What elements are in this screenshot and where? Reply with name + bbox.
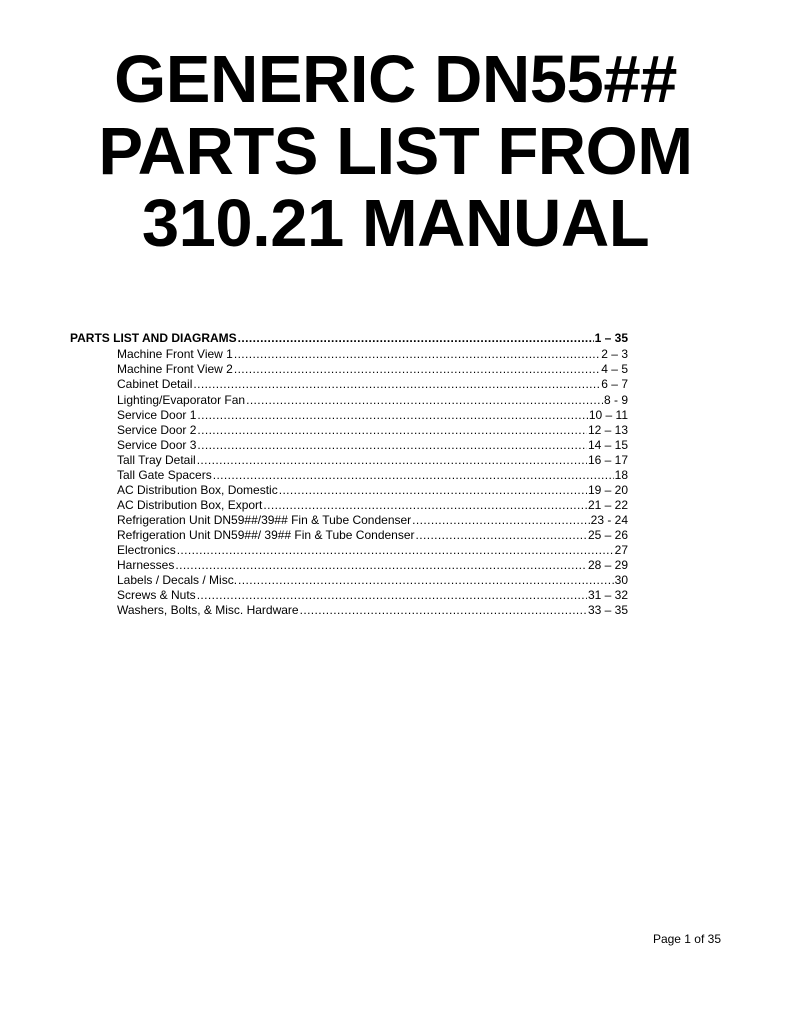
toc-entry-pages: 30 (614, 573, 628, 587)
toc-entry-pages: 4 – 5 (601, 362, 628, 376)
toc-entry-label: Cabinet Detail (117, 377, 193, 391)
toc-entry-label: Tall Tray Detail (117, 453, 196, 467)
toc-entry-pages: 18 (614, 468, 628, 482)
toc-entry-label: Machine Front View 1 (117, 347, 233, 361)
toc-entry-pages: 21 – 22 (587, 498, 628, 512)
toc-dot-leader (197, 423, 587, 438)
toc-entry-label: Refrigeration Unit DN59##/39## Fin & Tube Condenser (117, 513, 412, 527)
toc-entry[interactable] (117, 468, 628, 483)
toc-entry[interactable] (117, 543, 628, 558)
toc-entry-pages: 19 – 20 (587, 483, 628, 497)
toc-entry-label: Harnesses (117, 558, 175, 572)
toc-entry-pages: 16 – 17 (587, 453, 628, 467)
toc-dot-leader (412, 513, 589, 528)
toc-entry[interactable] (117, 423, 628, 438)
toc-dot-leader (246, 393, 603, 408)
toc-entry-pages: 8 - 9 (603, 393, 628, 407)
toc-dot-leader (197, 588, 587, 603)
toc-entry-pages: 28 – 29 (587, 558, 628, 572)
toc-entry-label: PARTS LIST AND DIAGRAMS (70, 331, 237, 345)
toc-dot-leader (234, 362, 600, 377)
title-line-2: PARTS LIST FROM (98, 114, 693, 189)
toc-entry-pages: 31 – 32 (587, 588, 628, 602)
toc-dot-leader (238, 573, 614, 588)
toc-entry-pages: 14 – 15 (587, 438, 628, 452)
title-line-1: GENERIC DN55## (114, 42, 677, 117)
toc-entry[interactable] (117, 453, 628, 468)
toc-entry[interactable] (117, 588, 628, 603)
toc-entry-pages: 27 (614, 543, 628, 557)
toc-entry[interactable] (117, 573, 628, 588)
toc-main-entry[interactable] (70, 331, 628, 346)
toc-dot-leader (197, 408, 587, 423)
toc-entry-label: AC Distribution Box, Export (117, 498, 263, 512)
toc-entry[interactable] (117, 377, 628, 392)
toc-entry[interactable] (117, 528, 628, 543)
toc-entry-pages: 10 – 11 (588, 408, 628, 422)
toc-entry-label: Electronics (117, 543, 176, 557)
toc-entry[interactable] (117, 558, 628, 573)
toc-entry-label: Service Door 3 (117, 438, 197, 452)
document-title (0, 44, 791, 260)
toc-entry-pages: 1 – 35 (594, 331, 628, 345)
toc-entry-label: Screws & Nuts (117, 588, 196, 602)
toc-dot-leader (213, 468, 614, 483)
toc-entry[interactable] (117, 408, 628, 423)
toc-entry-label: AC Distribution Box, Domestic (117, 483, 278, 497)
toc-entry[interactable] (117, 603, 628, 618)
toc-entry-pages: 12 – 13 (587, 423, 628, 437)
toc-entry-label: Washers, Bolts, & Misc. Hardware (117, 603, 299, 617)
toc-entry[interactable] (117, 438, 628, 453)
toc-entry[interactable] (117, 513, 628, 528)
toc-dot-leader (175, 558, 587, 573)
toc-entry[interactable] (117, 483, 628, 498)
toc-entry-label: Service Door 1 (117, 408, 197, 422)
toc-entry-label: Tall Gate Spacers (117, 468, 212, 482)
toc-dot-leader (416, 528, 587, 543)
toc-entry-label: Lighting/Evaporator Fan (117, 393, 246, 407)
toc-dot-leader (263, 498, 587, 513)
toc-entry-pages: 6 – 7 (601, 377, 628, 391)
toc-dot-leader (279, 483, 587, 498)
toc-dot-leader (197, 453, 587, 468)
toc-entry-label: Machine Front View 2 (117, 362, 233, 376)
toc-dot-leader (177, 543, 614, 558)
page-number: Page 1 of 35 (652, 932, 721, 946)
title-line-3: 310.21 MANUAL (141, 186, 650, 261)
toc-entry-pages: 25 – 26 (587, 528, 628, 542)
toc-entry[interactable] (117, 347, 628, 362)
toc-entry-pages: 2 – 3 (601, 347, 628, 361)
toc-entry-label: Refrigeration Unit DN59##/ 39## Fin & Tube Condenser (117, 528, 415, 542)
toc-entry-label: Service Door 2 (117, 423, 197, 437)
toc-entry-pages: 33 – 35 (587, 603, 628, 617)
toc-entry-pages: 23 - 24 (590, 513, 628, 527)
toc-entry[interactable] (117, 393, 628, 408)
toc-entry[interactable] (117, 498, 628, 513)
toc-dot-leader (300, 603, 587, 618)
toc-dot-leader (234, 347, 600, 362)
toc-dot-leader (238, 331, 594, 346)
toc-dot-leader (193, 377, 600, 392)
toc-entry-label: Labels / Decals / Misc. (117, 573, 238, 587)
toc-dot-leader (197, 438, 587, 453)
toc-entry[interactable] (117, 362, 628, 377)
